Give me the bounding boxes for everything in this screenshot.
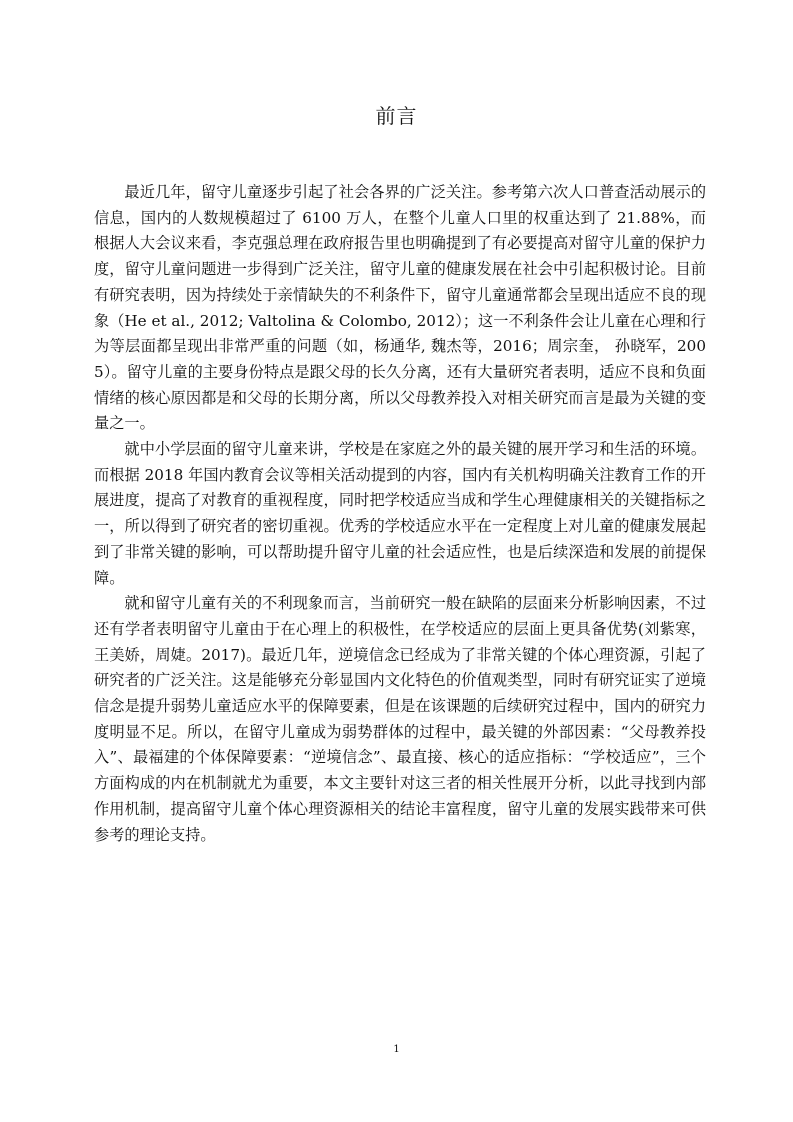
body-text (94, 180, 706, 848)
paragraph-1: 最近几年，留守儿童逐步引起了社会各界的广泛关注。参考第六次人口普查活动展示的信息，国内的人数规模超过了 6100 万人，在整个儿童人口里的权重达到了 21.88%，而根据人大会议来看，李克强总理在政府报告里也明确提到了有必要提高对留守儿童的保护力度，留守儿童问题进一步得到广泛关注，留守儿童的健康发展在社会中引起积极讨论。目前有研究表明，因为持续处于亲情缺失的不利条件下，留守儿童通常都会呈现出适应不良的现象（He et al., 2012; Valtolina & Colombo, 2012）；这一不利条件会让儿童在心理和行为等层面都呈现出非常严重的问题（如，杨通华, 魏杰等，2016；周宗奎， 孙晓军，2005）。留守儿童的主要身份特点是跟父母的长久分离，还有大量研究者表明，适应不良和负面情绪的核心原因都是和父母的长期分离，所以父母教养投入对相关研究而言是最为关键的变量之一。 (94, 183, 706, 433)
page-number: 1 (393, 1044, 400, 1055)
paragraph-3: 就和留守儿童有关的不利现象而言，当前研究一般在缺陷的层面来分析影响因素，不过还有学者表明留守儿童由于在心理上的积极性，在学校适应的层面上更具备优势(刘紫寒，王美娇，周婕。2017)。最近几年，逆境信念已经成为了非常关键的个体心理资源，引起了研究者的广泛关注。这是能够充分彰显国内文化特色的价值观类型，同时有研究证实了逆境信念是提升弱势儿童适应水平的保障要素，但是在该课题的后续研究过程中，国内的研究力度明显不足。所以，在留守儿童成为弱势群体的过程中，最关键的外部因素：“父母教养投入”、最福建的个体保障要素：“逆境信念”、最直接、核心的适应指标：“学校适应”，三个方面构成的内在机制就尤为重要，本文主要针对这三者的相关性展开分析，以此寻找到内部作用机制，提高留守儿童个体心理资源相关的结论丰富程度，留守儿童的发展实践带来可供参考的理论支持。 (94, 594, 706, 844)
paragraph-2: 就中小学层面的留守儿童来讲，学校是在家庭之外的最关键的展开学习和生活的环境。而根据 2018 年国内教育会议等相关活动提到的内容，国内有关机构明确关注教育工作的开展进度，提高了对教育的重视程度，同时把学校适应当成和学生心理健康相关的关键指标之一，所以得到了研究者的密切重视。优秀的学校适应水平在一定程度上对儿童的健康发展起到了非常关键的影响，可以帮助提升留守儿童的社会适应性，也是后续深造和发展的前提保障。 (94, 440, 706, 587)
page-title: 前言 (375, 104, 418, 128)
